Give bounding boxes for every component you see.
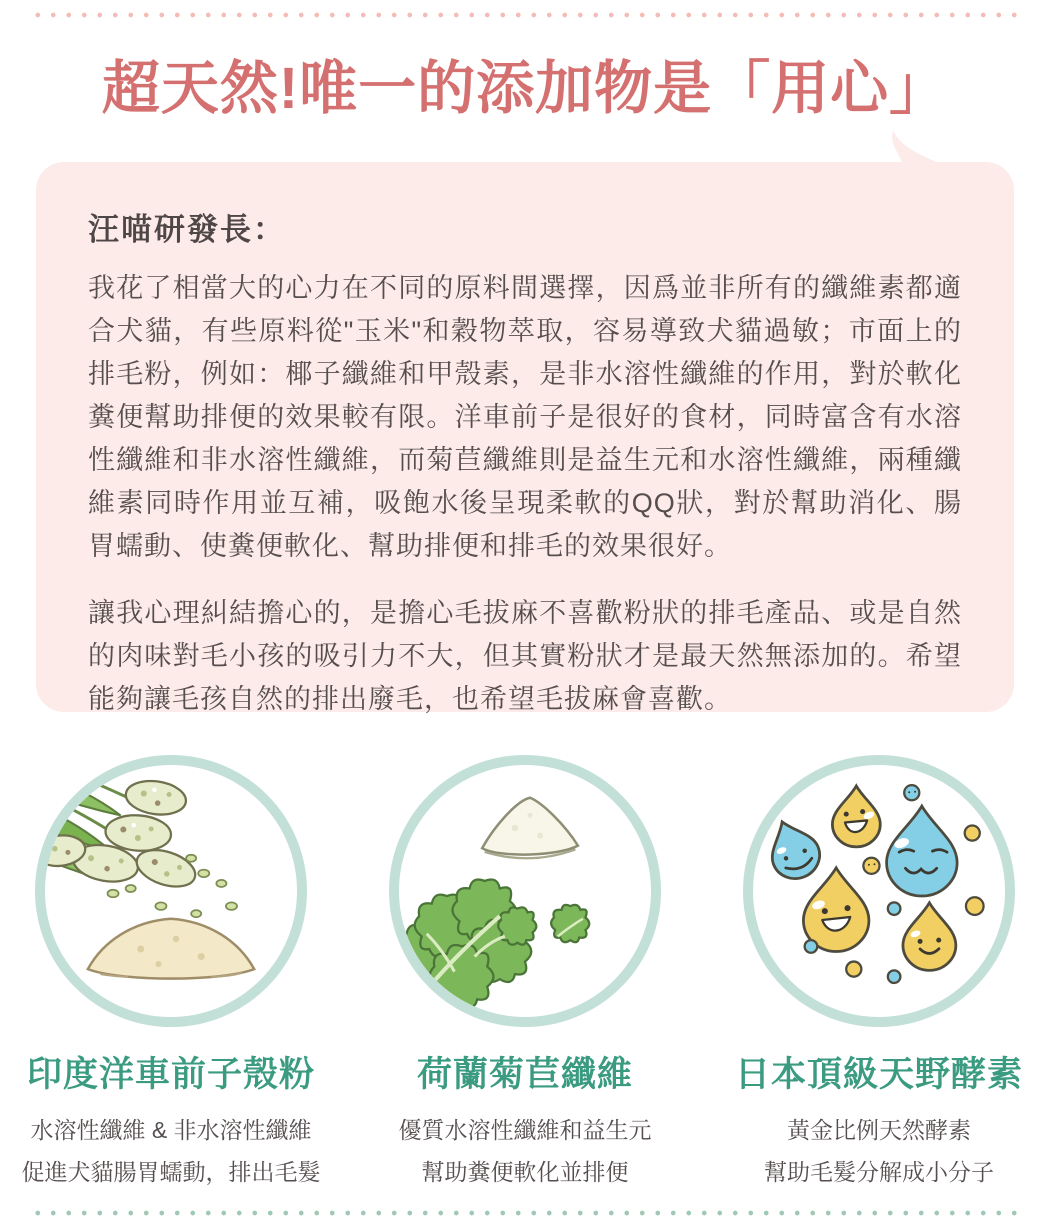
ingredient-desc-line2: 幫助毛髮分解成小分子 bbox=[764, 1159, 994, 1185]
page-title: 超天然!唯一的添加物是「用心」 bbox=[101, 56, 949, 121]
bottom-dotted-divider bbox=[30, 1210, 1020, 1216]
ingredient-desc-line1: 水溶性纖維 & 非水溶性纖維 bbox=[30, 1117, 312, 1143]
enzyme-drops-illustration bbox=[753, 765, 1005, 1017]
rnd-director-heading: 汪喵研發長： bbox=[88, 212, 286, 247]
ingredient-description bbox=[764, 1109, 994, 1193]
ingredient-name: 印度洋車前子殼粉 bbox=[26, 1055, 315, 1094]
ingredients-row bbox=[0, 755, 1050, 1193]
ingredient-desc-line1: 優質水溶性纖維和益生元 bbox=[398, 1117, 652, 1143]
speech-bubble bbox=[36, 162, 1014, 712]
ingredient-card-chicory bbox=[368, 755, 682, 1193]
bubble-paragraph-2: 讓我心理糾結擔心的，是擔心毛拔麻不喜歡粉狀的排毛產品、或是自然的肉味對毛小孩的吸引力不大，但其實粉狀才是最天然無添加的。希望能夠讓毛孩自然的排出廢毛，也希望毛拔麻會喜歡。 bbox=[88, 598, 962, 714]
ingredient-desc-line2: 幫助糞便軟化並排便 bbox=[421, 1159, 629, 1185]
psyllium-husk-illustration bbox=[45, 765, 297, 1017]
speech-bubble-tail bbox=[855, 126, 950, 166]
chicory-fiber-illustration bbox=[399, 765, 651, 1017]
ingredient-card-enzyme bbox=[722, 755, 1036, 1193]
ingredient-card-psyllium bbox=[14, 755, 328, 1193]
ingredient-description bbox=[22, 1109, 321, 1193]
ingredient-circle bbox=[743, 755, 1015, 1027]
ingredient-description bbox=[399, 1109, 652, 1193]
ingredient-desc-line2: 促進犬貓腸胃蠕動，排出毛髮 bbox=[21, 1159, 321, 1185]
ingredient-circle bbox=[389, 755, 661, 1027]
top-dotted-divider bbox=[30, 12, 1020, 18]
bubble-paragraph-1: 我花了相當大的心力在不同的原料間選擇，因爲並非所有的纖維素都適合犬貓，有些原料從"玉米"和穀物萃取，容易導致犬貓過敏；市面上的排毛粉，例如：椰子纖維和甲殼素，是非水溶性纖維的作用，對於軟化糞便幫助排便的效果較有限。洋車前子是很好的食材，同時富含有水溶性纖維和非水溶性纖維，而菊苣纖維則是益生元和水溶性纖維，兩種纖維素同時作用並互補，吸飽水後呈現柔軟的QQ狀，對於幫助消化、腸胃蠕動、使糞便軟化、幫助排便和排毛的效果很好。 bbox=[88, 273, 962, 561]
ingredient-name: 日本頂級天野酵素 bbox=[734, 1055, 1023, 1094]
ingredient-name: 荷蘭菊苣纖維 bbox=[416, 1055, 633, 1094]
ingredient-circle bbox=[35, 755, 307, 1027]
ingredient-desc-line1: 黃金比例天然酵素 bbox=[787, 1117, 971, 1143]
